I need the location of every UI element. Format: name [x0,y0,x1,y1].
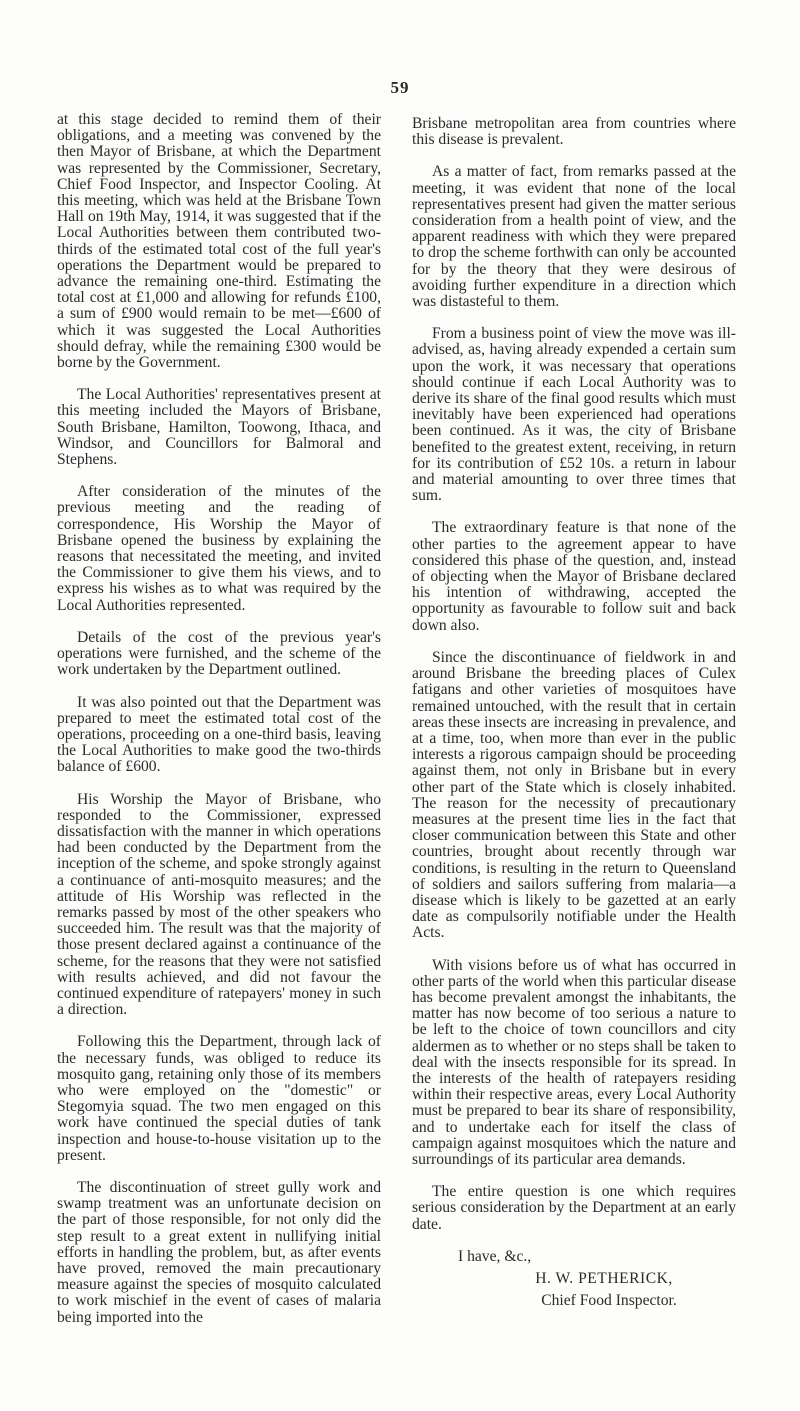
signoff-closing: I have, &c., [458,1247,532,1265]
paragraph: at this stage decided to remind them of their obligations, and a meeting was convened by the then Mayor of Brisbane, at which the Department was represented by the Commissioner, Secretary, Chief Food Inspector, and Inspector Cooling. At this meeting, which was held at the Brisbane Town Hall on 19th May, 1914, it was suggested that if the Local Authorities between them contributed two-thirds of the estimated total cost of the full year's operations the Department would be prepared to advance the remaining one-third. Estimating the total cost at £1,000 and allowing for refunds £100, a sum of £900 would remain to be met—£600 of which it was suggested the Local Authorities should defray, while the remaining £300 would be borne by the Government. [57,111,381,372]
paragraph: His Worship the Mayor of Brisbane, who responded to the Commissioner, expressed dissatisfaction with the manner in which operations had been conducted by the Department from the inception of the scheme, and spoke strongly against a continuance of anti-mosquito measures; and the attitude of His Worship was reflected in the remarks passed by most of the other speakers who succeeded him. The result was that the majority of those present declared against a continuance of the scheme, for the reasons that they were not satisfied with results achieved, and did not favour the continued expenditure of ratepayers' money in such a direction. [57,790,381,1019]
paragraph: After consideration of the minutes of the previous meeting and the reading of correspondence, His Worship the Mayor of Brisbane opened the business by explaining the reasons that necessitated the meeting, and invited the Commissioner to give them his views, and to express his wishes as to what was required by the Local Authorities represented. [57,483,381,614]
paragraph: Following this the Department, through lack of the necessary funds, was obliged to reduce its mosquito gang, retaining only those of its members who were employed on the "domestic" or Stegomyia squad. The two men engaged on this work have continued the special duties of tank inspection and house-to-house visitation up to the present. [57,1033,381,1164]
paragraph: It was also pointed out that the Department was prepared to meet the estimated total cost of the operations, proceeding on a one-third basis, leaving the Local Authorities to make good the two-thirds balance of £600. [57,693,381,776]
paragraph: As a matter of fact, from remarks passed at the meeting, it was evident that none of the local representatives present had given the matter serious consideration from a health point of view, and the apparent readiness with which they were prepared to drop the scheme forthwith can only be accounted for by the theory that they were desirous of avoiding further expenditure in a direction which was distasteful to them. [412,163,736,311]
left-column [57,112,381,1342]
signoff-name: H. W. PETHERICK, [535,1270,673,1287]
signoff-title: Chief Food Inspector. [541,1292,677,1310]
right-column [412,116,736,1315]
signoff [412,1249,736,1310]
paragraph: Since the discontinuance of fieldwork in and around Brisbane the breeding places of Culex fatigans and other varieties of mosquitoes have remained untouched, with the result that in certain areas these insects are increasing in prevalence, and at a time, too, when more than ever in the public interests a rigorous campaign should be proceeding against them, not only in Brisbane but in every other part of the State which is closely inhabited. The reason for the necessity of precautionary measures at the present time lies in the fact that closer communication between this State and other countries, brought about recently through war conditions, is resulting in the return to Queensland of soldiers and sailors suffering from malaria—a disease which is likely to be gazetted at an early date as compulsorily notifiable under the Health Acts. [412,648,736,942]
paragraph: The discontinuation of street gully work and swamp treatment was an unfortunate decision on the part of those responsible, for not only did the step result to a great extent in nullifying initial efforts in handling the problem, but, as after events have proved, removed the main precautionary measure against the species of mosquito calculated to work mischief in the event of cases of malaria being imported into the [57,1178,381,1326]
paragraph: The extraordinary feature is that none of the other parties to the agreement appear to have considered this phase of the question, and, instead of objecting when the Mayor of Brisbane declared his intention of withdrawing, accepted the opportunity as favourable to follow suit and back down also. [412,519,736,634]
paragraph: The entire question is one which requires serious consideration by the Department at an early date. [412,1183,736,1233]
page-number: 59 [390,78,410,97]
paragraph: Brisbane metropolitan area from countries where this disease is prevalent. [412,115,736,149]
paragraph: From a business point of view the move was ill-advised, as, having already expended a certain sum upon the work, it was necessary that operations should continue if each Local Authority was to derive its share of the final good results which must inevitably have been experienced had operations been continued. As it was, the city of Brisbane benefited to the greatest extent, receiving, in return for its contribution of £52 10s. a return in labour and material amounting to over three times that sum. [412,325,736,505]
paragraph: With visions before us of what has occurred in other parts of the world when this particular disease has become prevalent amongst the inhabitants, the matter has now become of too serious a nature to be left to the choice of town councillors and city aldermen as to whether or no steps shall be taken to deal with the insects responsible for its spread. In the interests of the health of ratepayers residing within their respective areas, every Local Authority must be prepared to bear its share of responsibility, and to undertake each for itself the class of campaign against mosquitoes which the nature and surroundings of its particular area demands. [412,956,736,1168]
paragraph: The Local Authorities' representatives present at this meeting included the Mayors of Brisbane, South Brisbane, Hamilton, Toowong, Ithaca, and Windsor, and Councillors for Balmoral and Stephens. [57,386,381,469]
paragraph: Details of the cost of the previous year's operations were furnished, and the scheme of the work undertaken by the Department outlined. [57,628,381,679]
